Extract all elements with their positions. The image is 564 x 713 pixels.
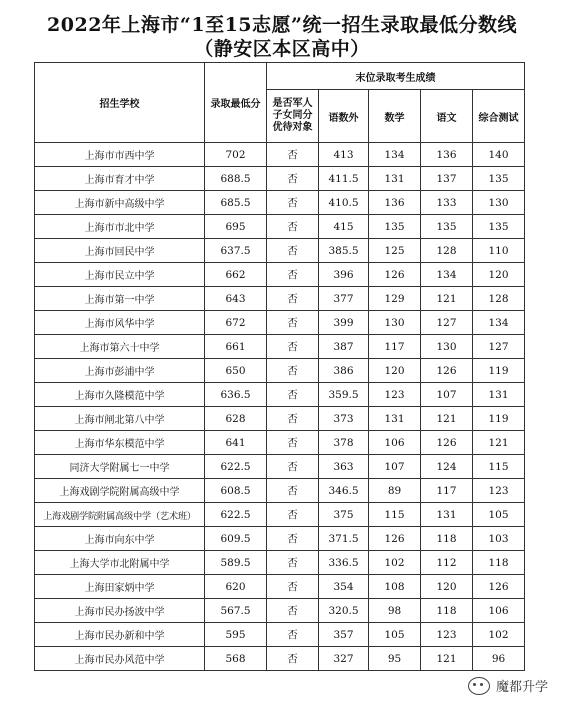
cell-language-other: 327 xyxy=(319,647,369,671)
cell-language-other: 413 xyxy=(319,143,369,167)
cell-school: 上海大学市北附属中学 xyxy=(35,551,205,575)
cell-chinese: 121 xyxy=(421,407,473,431)
cell-min-score: 595 xyxy=(205,623,267,647)
cell-comprehensive: 140 xyxy=(473,143,525,167)
cell-language-other: 336.5 xyxy=(319,551,369,575)
cell-chinese: 136 xyxy=(421,143,473,167)
cell-chinese: 117 xyxy=(421,479,473,503)
cell-min-score: 567.5 xyxy=(205,599,267,623)
cell-min-score: 641 xyxy=(205,431,267,455)
cell-math: 98 xyxy=(369,599,421,623)
cell-chinese: 128 xyxy=(421,239,473,263)
header-school: 招生学校 xyxy=(35,63,205,143)
cell-school: 上海市第一中学 xyxy=(35,287,205,311)
cell-military-priority: 否 xyxy=(267,143,319,167)
cell-math: 108 xyxy=(369,575,421,599)
cell-military-priority: 否 xyxy=(267,503,319,527)
cell-school: 上海市久隆模范中学 xyxy=(35,383,205,407)
header-comprehensive: 综合测试 xyxy=(473,90,525,143)
table-row xyxy=(35,599,525,623)
cell-language-other: 386 xyxy=(319,359,369,383)
cell-comprehensive: 118 xyxy=(473,551,525,575)
cell-comprehensive: 115 xyxy=(473,455,525,479)
cell-school: 上海市民立中学 xyxy=(35,263,205,287)
cell-min-score: 636.5 xyxy=(205,383,267,407)
cell-military-priority: 否 xyxy=(267,383,319,407)
cell-military-priority: 否 xyxy=(267,167,319,191)
table-body xyxy=(35,143,525,671)
cell-min-score: 637.5 xyxy=(205,239,267,263)
cell-min-score: 628 xyxy=(205,407,267,431)
cell-military-priority: 否 xyxy=(267,479,319,503)
cell-military-priority: 否 xyxy=(267,239,319,263)
cell-school: 上海市回民中学 xyxy=(35,239,205,263)
cell-chinese: 121 xyxy=(421,647,473,671)
cell-math: 102 xyxy=(369,551,421,575)
cell-military-priority: 否 xyxy=(267,551,319,575)
table-row xyxy=(35,383,525,407)
cell-military-priority: 否 xyxy=(267,335,319,359)
cell-school: 上海市向东中学 xyxy=(35,527,205,551)
cell-comprehensive: 134 xyxy=(473,311,525,335)
table-row xyxy=(35,575,525,599)
table-row xyxy=(35,455,525,479)
cell-chinese: 126 xyxy=(421,431,473,455)
table-row xyxy=(35,623,525,647)
cell-language-other: 359.5 xyxy=(319,383,369,407)
cell-chinese: 120 xyxy=(421,575,473,599)
cell-language-other: 387 xyxy=(319,335,369,359)
cell-min-score: 695 xyxy=(205,215,267,239)
cell-language-other: 320.5 xyxy=(319,599,369,623)
cell-school: 上海市民办扬波中学 xyxy=(35,599,205,623)
cell-math: 129 xyxy=(369,287,421,311)
cell-school: 上海市闸北第八中学 xyxy=(35,407,205,431)
cell-language-other: 363 xyxy=(319,455,369,479)
cell-math: 130 xyxy=(369,311,421,335)
table-row xyxy=(35,407,525,431)
cell-school: 上海市新中高级中学 xyxy=(35,191,205,215)
table-row xyxy=(35,647,525,671)
cell-comprehensive: 130 xyxy=(473,191,525,215)
cell-math: 134 xyxy=(369,143,421,167)
cell-school: 上海市育才中学 xyxy=(35,167,205,191)
watermark-text: 魔都升学 xyxy=(495,680,548,695)
cell-language-other: 373 xyxy=(319,407,369,431)
cell-min-score: 622.5 xyxy=(205,455,267,479)
header-min-score: 录取最低分 xyxy=(205,63,267,143)
cell-school: 上海市彭浦中学 xyxy=(35,359,205,383)
cell-comprehensive: 135 xyxy=(473,167,525,191)
cell-math: 125 xyxy=(369,239,421,263)
cell-comprehensive: 96 xyxy=(473,647,525,671)
cell-min-score: 608.5 xyxy=(205,479,267,503)
cell-comprehensive: 105 xyxy=(473,503,525,527)
cell-military-priority: 否 xyxy=(267,359,319,383)
cell-chinese: 107 xyxy=(421,383,473,407)
cell-military-priority: 否 xyxy=(267,191,319,215)
wechat-icon xyxy=(468,677,490,695)
cell-language-other: 377 xyxy=(319,287,369,311)
cell-chinese: 127 xyxy=(421,311,473,335)
table-row xyxy=(35,551,525,575)
cell-math: 136 xyxy=(369,191,421,215)
table-row xyxy=(35,167,525,191)
header-math: 数学 xyxy=(369,90,421,143)
cell-chinese: 134 xyxy=(421,263,473,287)
cell-school: 上海田家炳中学 xyxy=(35,575,205,599)
cell-comprehensive: 131 xyxy=(473,383,525,407)
cell-chinese: 124 xyxy=(421,455,473,479)
page-title: 2022年上海市“1至15志愿”统一招生录取最低分数线 xyxy=(47,14,517,36)
cell-comprehensive: 127 xyxy=(473,335,525,359)
cell-military-priority: 否 xyxy=(267,407,319,431)
cell-language-other: 385.5 xyxy=(319,239,369,263)
cell-math: 120 xyxy=(369,359,421,383)
cell-comprehensive: 123 xyxy=(473,479,525,503)
cell-school: 上海市民办新和中学 xyxy=(35,623,205,647)
cell-math: 117 xyxy=(369,335,421,359)
table-row xyxy=(35,479,525,503)
cell-min-score: 661 xyxy=(205,335,267,359)
cell-school: 上海戏剧学院附属高级中学 xyxy=(35,479,205,503)
table-row xyxy=(35,263,525,287)
table-row xyxy=(35,239,525,263)
cell-military-priority: 否 xyxy=(267,575,319,599)
cell-chinese: 118 xyxy=(421,599,473,623)
cell-comprehensive: 126 xyxy=(473,575,525,599)
cell-math: 123 xyxy=(369,383,421,407)
header-military-priority: 是否军人子女同分优待对象 xyxy=(267,90,319,143)
cell-language-other: 378 xyxy=(319,431,369,455)
cell-math: 126 xyxy=(369,527,421,551)
cell-min-score: 643 xyxy=(205,287,267,311)
cell-min-score: 672 xyxy=(205,311,267,335)
cell-military-priority: 否 xyxy=(267,215,319,239)
cell-language-other: 354 xyxy=(319,575,369,599)
cell-math: 135 xyxy=(369,215,421,239)
cell-chinese: 137 xyxy=(421,167,473,191)
table-row xyxy=(35,191,525,215)
cell-chinese: 121 xyxy=(421,287,473,311)
cell-min-score: 609.5 xyxy=(205,527,267,551)
cell-min-score: 702 xyxy=(205,143,267,167)
cell-math: 95 xyxy=(369,647,421,671)
cell-school: 上海市市西中学 xyxy=(35,143,205,167)
cell-min-score: 568 xyxy=(205,647,267,671)
cell-comprehensive: 103 xyxy=(473,527,525,551)
cell-military-priority: 否 xyxy=(267,263,319,287)
cell-school: 上海市市北中学 xyxy=(35,215,205,239)
table-row xyxy=(35,527,525,551)
cell-school: 上海市民办风范中学 xyxy=(35,647,205,671)
cell-language-other: 396 xyxy=(319,263,369,287)
cell-military-priority: 否 xyxy=(267,647,319,671)
page-subtitle: （静安区本区高中） xyxy=(194,38,370,60)
cell-comprehensive: 119 xyxy=(473,359,525,383)
cell-min-score: 620 xyxy=(205,575,267,599)
table-row xyxy=(35,431,525,455)
cell-comprehensive: 121 xyxy=(473,431,525,455)
cell-comprehensive: 102 xyxy=(473,623,525,647)
cell-math: 131 xyxy=(369,407,421,431)
cell-comprehensive: 110 xyxy=(473,239,525,263)
header-chinese: 语文 xyxy=(421,90,473,143)
cell-comprehensive: 128 xyxy=(473,287,525,311)
cell-language-other: 411.5 xyxy=(319,167,369,191)
table-row xyxy=(35,287,525,311)
cell-chinese: 112 xyxy=(421,551,473,575)
header-last-admitted-group: 末位录取考生成绩 xyxy=(267,63,525,90)
cell-math: 107 xyxy=(369,455,421,479)
cell-comprehensive: 119 xyxy=(473,407,525,431)
table-row xyxy=(35,215,525,239)
cell-school: 上海市华东模范中学 xyxy=(35,431,205,455)
cell-language-other: 375 xyxy=(319,503,369,527)
cell-military-priority: 否 xyxy=(267,623,319,647)
cell-comprehensive: 120 xyxy=(473,263,525,287)
cell-chinese: 126 xyxy=(421,359,473,383)
admission-score-table xyxy=(34,62,525,671)
table-row xyxy=(35,311,525,335)
table-row xyxy=(35,335,525,359)
cell-military-priority: 否 xyxy=(267,527,319,551)
cell-chinese: 135 xyxy=(421,215,473,239)
cell-min-score: 650 xyxy=(205,359,267,383)
cell-math: 131 xyxy=(369,167,421,191)
cell-min-score: 685.5 xyxy=(205,191,267,215)
cell-language-other: 346.5 xyxy=(319,479,369,503)
cell-comprehensive: 106 xyxy=(473,599,525,623)
cell-military-priority: 否 xyxy=(267,599,319,623)
cell-min-score: 622.5 xyxy=(205,503,267,527)
cell-school: 同济大学附属七一中学 xyxy=(35,455,205,479)
cell-min-score: 662 xyxy=(205,263,267,287)
cell-language-other: 399 xyxy=(319,311,369,335)
cell-chinese: 131 xyxy=(421,503,473,527)
cell-min-score: 589.5 xyxy=(205,551,267,575)
cell-math: 89 xyxy=(369,479,421,503)
cell-math: 105 xyxy=(369,623,421,647)
table-row xyxy=(35,503,525,527)
cell-chinese: 118 xyxy=(421,527,473,551)
cell-language-other: 410.5 xyxy=(319,191,369,215)
cell-math: 126 xyxy=(369,263,421,287)
table-row xyxy=(35,143,525,167)
cell-language-other: 371.5 xyxy=(319,527,369,551)
cell-military-priority: 否 xyxy=(267,287,319,311)
watermark xyxy=(468,676,548,695)
cell-comprehensive: 135 xyxy=(473,215,525,239)
cell-math: 115 xyxy=(369,503,421,527)
table-row xyxy=(35,359,525,383)
header-language-other: 语数外 xyxy=(319,90,369,143)
cell-school: 上海市风华中学 xyxy=(35,311,205,335)
cell-school: 上海市第六十中学 xyxy=(35,335,205,359)
cell-military-priority: 否 xyxy=(267,431,319,455)
cell-military-priority: 否 xyxy=(267,311,319,335)
cell-chinese: 130 xyxy=(421,335,473,359)
cell-language-other: 357 xyxy=(319,623,369,647)
cell-min-score: 688.5 xyxy=(205,167,267,191)
cell-math: 106 xyxy=(369,431,421,455)
cell-school: 上海戏剧学院附属高级中学（艺术班） xyxy=(35,503,205,527)
cell-language-other: 415 xyxy=(319,215,369,239)
cell-chinese: 133 xyxy=(421,191,473,215)
cell-military-priority: 否 xyxy=(267,455,319,479)
cell-chinese: 123 xyxy=(421,623,473,647)
